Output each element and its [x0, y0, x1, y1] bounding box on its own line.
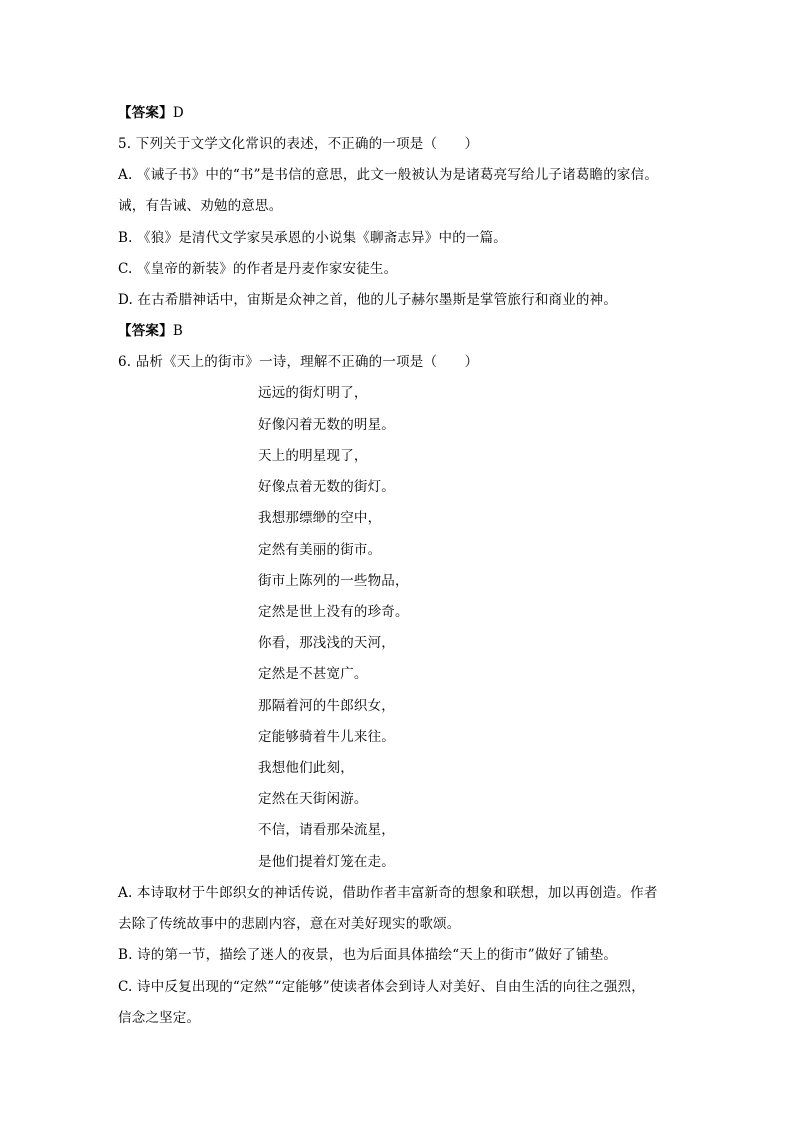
question-6-option-a: A. 本诗取材于牛郎织女的神话传说，借助作者丰富新奇的想象和联想，加以再创造。作者	[118, 885, 658, 901]
question-6-option-b: B. 诗的第一节，描绘了迷人的夜景，也为后面具体描绘“天上的街市”做好了铺垫。	[118, 947, 618, 963]
question-5-option-c: C. 《皇帝的新装》的作者是丹麦作家安徒生。	[118, 261, 398, 277]
poem-line: 那隔着河的牛郎织女，	[258, 698, 395, 714]
poem-line: 你看，那浅浅的天河，	[258, 635, 395, 651]
question-6-option-a-continued: 去除了传统故事中的悲剧内容，意在对美好现实的歌颂。	[118, 916, 461, 932]
poem-line: 定能够骑着牛儿来往。	[258, 729, 395, 745]
poem-line: 不信，请看那朵流星，	[258, 822, 395, 838]
question-5-option-d: D. 在古希腊神话中，宙斯是众神之首，他的儿子赫尔墨斯是掌管旅行和商业的神。	[118, 292, 618, 308]
poem-line: 定然是世上没有的珍奇。	[258, 604, 409, 620]
poem-line: 街市上陈列的一些物品，	[258, 573, 409, 589]
poem-line: 我想那缥缈的空中，	[258, 510, 382, 526]
question-6-option-c: C. 诗中反复出现的“定然”“定能够”使读者体会到诗人对美好、自由生活的向往之强烈，	[118, 979, 645, 995]
poem-line: 远远的街灯明了，	[258, 385, 368, 401]
answer-value: D	[172, 105, 184, 121]
poem-line: 定然在天街闲游。	[258, 791, 368, 807]
question-5-option-a-continued: 诫，有告诫、劝勉的意思。	[118, 198, 283, 214]
poem-line: 定然有美丽的街市。	[258, 542, 382, 558]
poem-line: 好像点着无数的街灯。	[258, 479, 395, 495]
answer-line-q4	[118, 103, 688, 123]
answer-value: B	[172, 323, 183, 339]
poem-line: 好像闪着无数的明星。	[258, 417, 395, 433]
poem-line: 是他们提着灯笼在走。	[258, 854, 395, 870]
question-5-option-a: A. 《诫子书》中的“书”是书信的意思，此文一般被认为是诸葛亮写给儿子诸葛瞻的家信。	[118, 167, 659, 183]
question-6-stem: 6. 品析《天上的街市》一诗，理解不正确的一项是（ ）	[118, 354, 479, 370]
poem-line: 定然是不甚宽广。	[258, 666, 368, 682]
answer-label: 【答案】	[118, 323, 173, 339]
answer-label: 【答案】	[118, 105, 173, 121]
question-6-option-c-continued: 信念之坚定。	[118, 1010, 201, 1026]
poem-line: 天上的明星现了，	[258, 448, 368, 464]
poem-line: 我想他们此刻，	[258, 760, 354, 776]
question-5-option-b: B. 《狼》是清代文学家吴承恩的小说集《聊斋志异》中的一篇。	[118, 230, 508, 246]
answer-line-q5	[118, 321, 688, 341]
question-5-stem: 5. 下列关于文学文化常识的表述，不正确的一项是（ ）	[118, 136, 479, 152]
